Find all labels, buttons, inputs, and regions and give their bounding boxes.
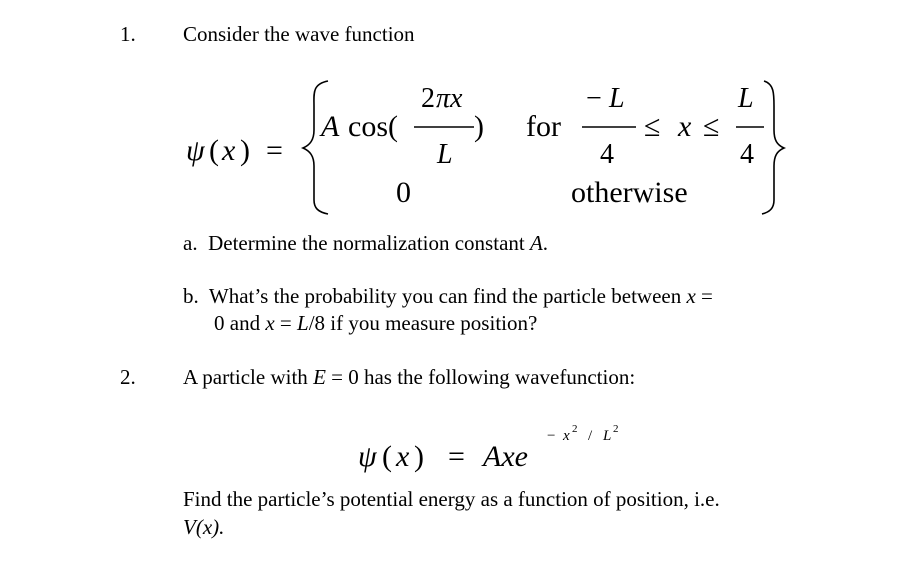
left-bound-denominator: 4 [600, 139, 614, 170]
problem-2-intro-start: A particle with [183, 365, 308, 389]
part-a-variable: A [529, 231, 543, 255]
problem-2-intro [183, 365, 635, 389]
condition-variable: x [678, 110, 692, 143]
part-b-text: What’s the probability you can find the particle between [208, 284, 682, 308]
leq-sign-1: ≤ [644, 110, 661, 143]
problem-2-number: 2. [120, 365, 136, 389]
case1-function: cos( [348, 110, 398, 143]
part-a [183, 231, 548, 255]
problem-2-question-line-1: Find the particle’s potential energy as a function of position, i.e. [183, 487, 720, 511]
right-bound-numerator: L [738, 83, 754, 114]
case1-close-paren: ) [474, 110, 484, 143]
energy-variable: E [313, 365, 326, 389]
case1-numerator-sym: πx [436, 83, 463, 114]
problem-2-question-line-2: V(x). [183, 515, 225, 539]
problem-2-intro-rest: = 0 has the following wavefunction: [331, 365, 636, 389]
part-b-line-2 [214, 311, 537, 335]
p2-open-paren: ( [382, 440, 392, 473]
p2-rhs: Axe [483, 440, 528, 473]
case1-condition-word: for [526, 110, 561, 143]
case2-condition: otherwise [571, 176, 688, 209]
p2-close-paren: ) [414, 440, 424, 473]
right-curly-brace [762, 81, 784, 214]
psi-arg-open: ( [209, 134, 219, 167]
left-bound-minus: − [586, 83, 602, 114]
exp-L-power: 2 [613, 423, 619, 435]
exp-L: L [603, 428, 612, 444]
part-a-text: Determine the normalization constant [208, 231, 525, 255]
part-a-end: . [542, 231, 549, 255]
case1-numerator-coef: 2 [421, 83, 435, 114]
left-bound-numerator: L [609, 83, 625, 114]
psi-arg-var: x [222, 134, 236, 167]
psi-symbol: ψ [186, 134, 205, 167]
leq-sign-2: ≤ [703, 110, 720, 143]
case1-coefficient: A [321, 110, 340, 143]
equals-sign: = [266, 134, 283, 167]
problem-1-intro: Consider the wave function [183, 22, 415, 46]
right-bound-denominator: 4 [740, 139, 754, 170]
psi-arg-close: ) [240, 134, 250, 167]
part-b-label: b. [183, 284, 199, 308]
part-b-variable-2: x [265, 311, 275, 335]
part-b-variable-1: x [686, 284, 696, 308]
case1-denominator: L [437, 139, 453, 170]
problem-1-number: 1. [120, 22, 136, 46]
part-b-line2-rest: /8 if you measure position? [308, 311, 538, 335]
exp-minus: − [547, 428, 556, 444]
p2-variable: x [396, 440, 410, 473]
part-b-line-1 [183, 284, 713, 308]
exp-x-power: 2 [572, 423, 578, 435]
left-curly-brace [303, 81, 328, 214]
part-b-line2-start: 0 and [214, 311, 261, 335]
part-b-length: L [297, 311, 309, 335]
part-a-label: a. [183, 231, 198, 255]
exp-slash: / [588, 428, 593, 444]
case2-value: 0 [396, 176, 411, 209]
part-b-equals-2: = [279, 311, 292, 335]
part-b-equals-1: = [701, 284, 713, 308]
exp-x: x [563, 428, 570, 444]
p2-equals: = [448, 440, 465, 473]
p2-psi-symbol: ψ [358, 440, 377, 473]
